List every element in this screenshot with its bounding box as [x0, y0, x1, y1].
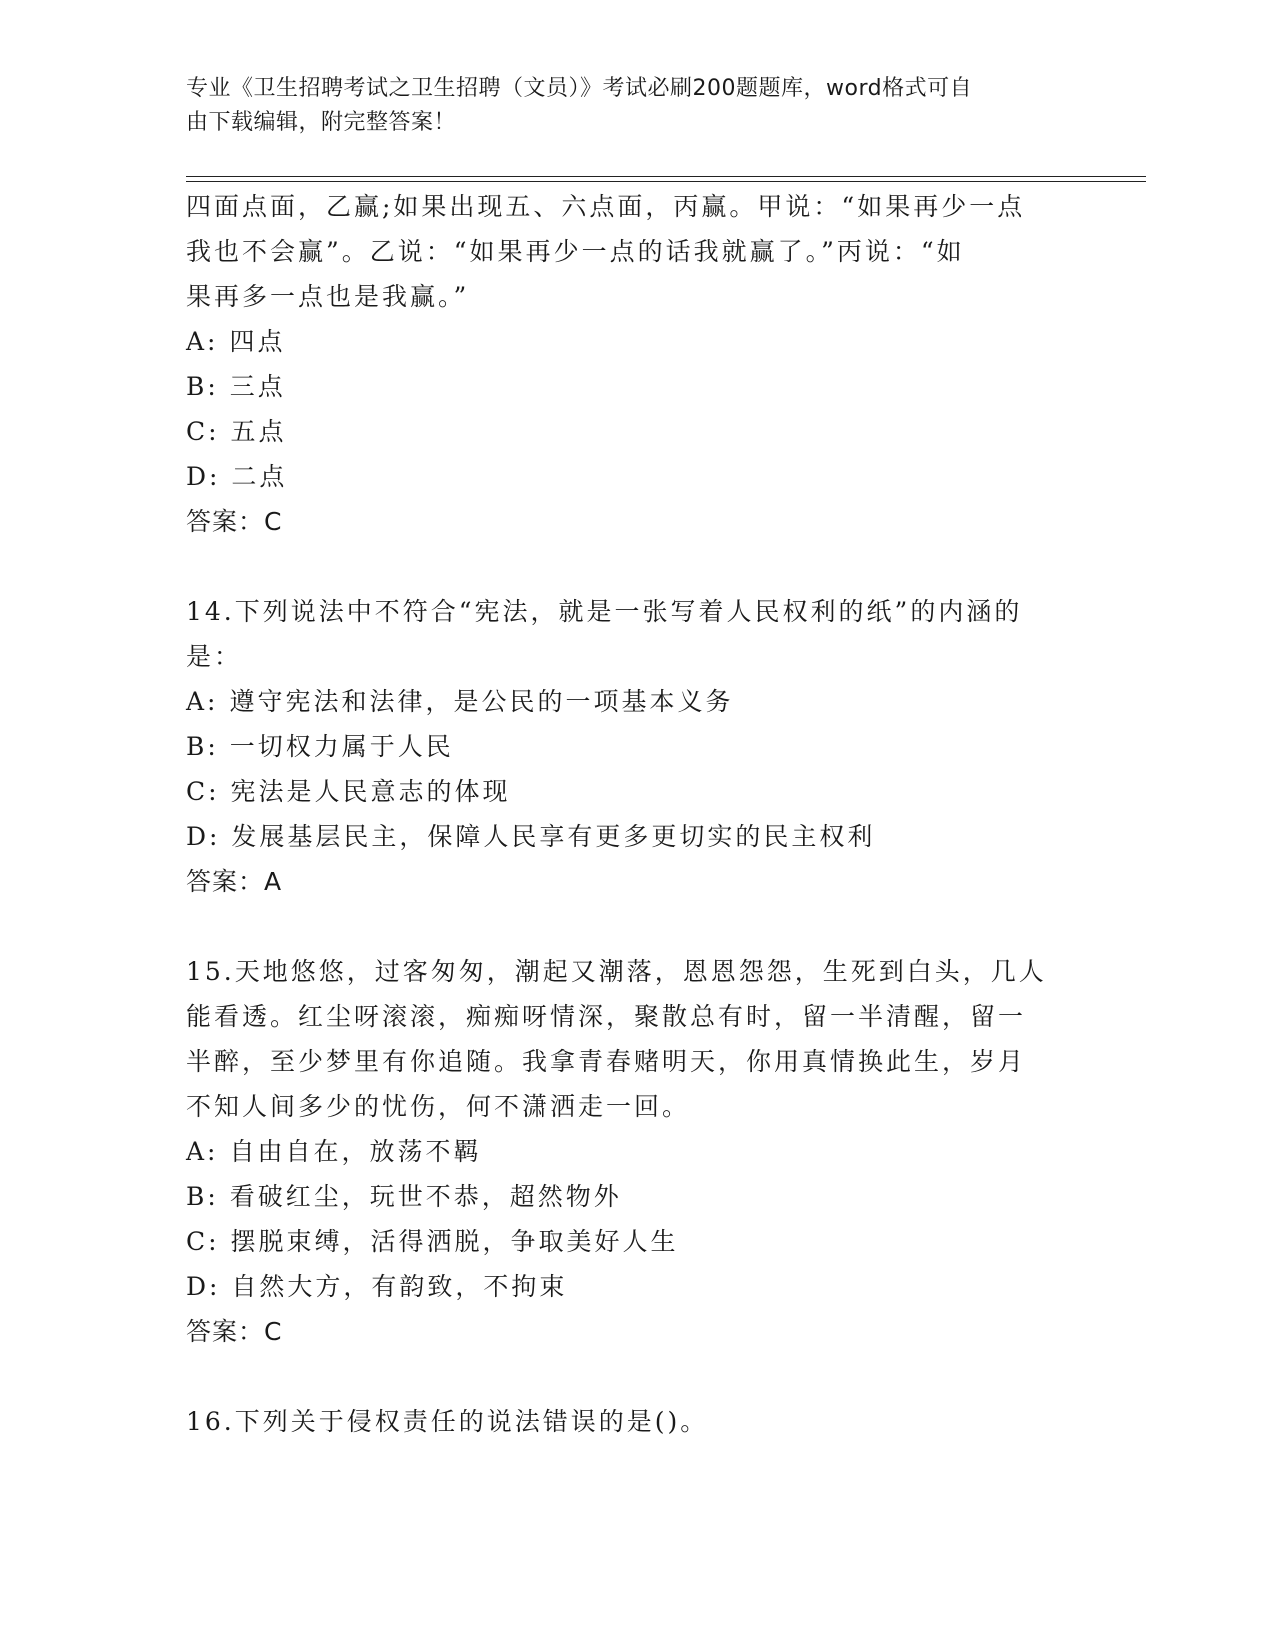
option-text: 看破红尘，玩世不恭，超然物外 — [229, 1182, 622, 1211]
option-label: C: — [186, 777, 220, 806]
option-text: 自由自在，放荡不羁 — [229, 1137, 482, 1166]
option-label: A: — [186, 687, 219, 716]
option-label: A: — [186, 327, 219, 356]
option-label: B: — [186, 732, 219, 761]
option-text: 一切权力属于人民 — [229, 732, 454, 761]
option-text: 四点 — [229, 327, 286, 356]
option-text: 自然大方，有韵致，不拘束 — [231, 1272, 568, 1301]
option-a — [186, 1129, 1086, 1174]
option-label: D: — [186, 1272, 221, 1301]
answer-line: 答案：C — [186, 1317, 283, 1346]
question-text-line: 16.下列关于侵权责任的说法错误的是()。 — [186, 1407, 709, 1436]
header-divider-top — [186, 176, 1146, 177]
option-a — [186, 679, 1086, 724]
option-text: 五点 — [230, 417, 287, 446]
option-b — [186, 364, 1086, 409]
question-text-line: 四面点面，乙赢;如果出现五、六点面，丙赢。甲说：“如果再少一点 — [186, 192, 1026, 221]
option-label: B: — [186, 372, 219, 401]
question-text-line: 是： — [186, 642, 243, 671]
option-text: 宪法是人民意志的体现 — [230, 777, 511, 806]
answer-line: 答案：C — [186, 507, 283, 536]
option-c — [186, 409, 1086, 454]
question-text-line: 半醉，至少梦里有你追随。我拿青春赌明天，你用真情换此生，岁月 — [186, 1047, 1027, 1076]
option-text: 摆脱束缚，活得洒脱，争取美好人生 — [230, 1227, 679, 1256]
header-divider-bottom — [186, 181, 1146, 182]
option-label: C: — [186, 417, 220, 446]
spacer — [186, 544, 1086, 589]
option-label: D: — [186, 822, 221, 851]
spacer — [186, 904, 1086, 949]
option-label: D: — [186, 462, 221, 491]
option-d — [186, 814, 1086, 859]
question-text-line: 能看透。红尘呀滚滚，痴痴呀情深，聚散总有时，留一半清醒，留一 — [186, 1002, 1027, 1031]
option-c — [186, 769, 1086, 814]
option-d — [186, 1264, 1086, 1309]
question-14 — [186, 589, 1086, 904]
option-text: 遵守宪法和法律，是公民的一项基本义务 — [229, 687, 734, 716]
option-label: C: — [186, 1227, 220, 1256]
option-text: 三点 — [229, 372, 286, 401]
option-label: A: — [186, 1137, 219, 1166]
option-b — [186, 724, 1086, 769]
page-header: 专业《卫生招聘考试之卫生招聘（文员）》考试必刷200题题库，word格式可自 由下载编辑，附完整答案！ — [186, 76, 973, 135]
question-text-line: 15.天地悠悠，过客匆匆，潮起又潮落，恩恩怨怨，生死到白头，几人 — [186, 957, 1047, 986]
question-13-continued — [186, 184, 1086, 544]
question-text-line: 果再多一点也是我赢。” — [186, 282, 470, 311]
document-body — [186, 184, 1086, 1444]
option-a — [186, 319, 1086, 364]
question-15 — [186, 949, 1086, 1354]
option-b — [186, 1174, 1086, 1219]
option-text: 二点 — [231, 462, 288, 491]
option-c — [186, 1219, 1086, 1264]
option-text: 发展基层民主，保障人民享有更多更切实的民主权利 — [231, 822, 876, 851]
answer-line: 答案：A — [186, 867, 283, 896]
spacer — [186, 1354, 1086, 1399]
question-16 — [186, 1399, 1086, 1444]
question-text-line: 14.下列说法中不符合“宪法，就是一张写着人民权利的纸”的内涵的 — [186, 597, 1023, 626]
option-d — [186, 454, 1086, 499]
question-text-line: 我也不会赢”。乙说：“如果再少一点的话我就赢了。”丙说：“如 — [186, 237, 965, 266]
question-text-line: 不知人间多少的忧伤，何不潇洒走一回。 — [186, 1092, 691, 1121]
option-label: B: — [186, 1182, 219, 1211]
